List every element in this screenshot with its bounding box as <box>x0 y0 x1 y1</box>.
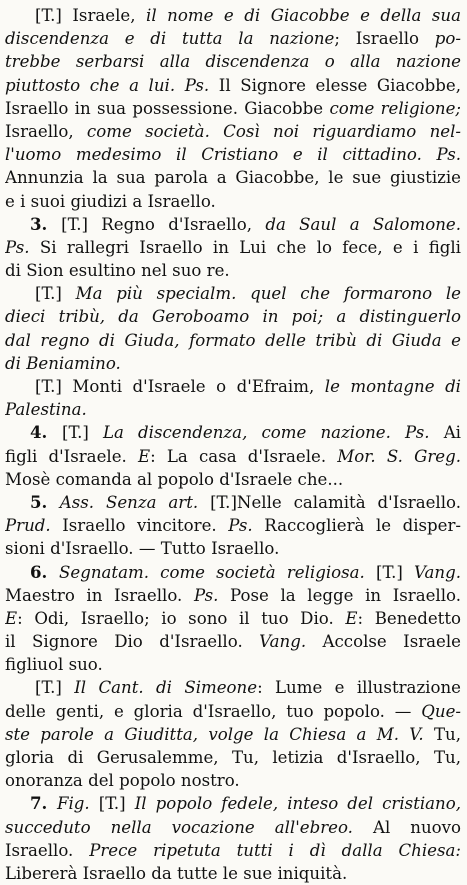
text-segment: e i suoi giudizi a Israello. <box>5 191 216 211</box>
text-segment: [T.] <box>35 284 76 304</box>
text-line <box>5 74 461 97</box>
text-segment: discendenza e di tutta la nazione <box>5 29 335 49</box>
text-segment: di Beniamino. <box>5 353 121 373</box>
text-segment: Pose la legge in Israello. <box>218 585 461 605</box>
text-segment: [T.] <box>364 562 415 582</box>
text-segment: Vang. <box>414 562 461 582</box>
text-segment: 5. <box>30 491 60 512</box>
text-segment: Si rallegri Israello in Lui che lo fece, e i figli <box>29 237 461 257</box>
text-segment: ; Israello <box>334 29 435 49</box>
text-segment: [T.] <box>89 794 135 814</box>
text-segment: E <box>345 608 358 628</box>
text-segment: Segnatam. come società religiosa. <box>59 562 365 582</box>
text-segment: [T.] <box>35 678 75 698</box>
text-segment: Prece ripetuta tutti i dì dalla Chiesa: <box>89 840 461 860</box>
text-segment: Maestro in Israello. <box>5 585 194 605</box>
text-segment: dal regno di Giuda, formato delle tribù di Giuda e <box>5 330 461 350</box>
text-line <box>5 27 461 50</box>
text-line <box>5 50 461 73</box>
text-segment: l'uomo medesimo il Cristiano e il cittadino. Ps. <box>5 145 461 165</box>
text-segment: Il Signore elesse Giacobbe, <box>209 75 461 95</box>
text-segment: delle genti, e gloria d'Israello, tuo popolo. — <box>5 701 422 721</box>
text-segment: Israello vincitore. <box>50 516 229 536</box>
text-segment: il nome e di Giacobbe e della sua <box>146 6 461 25</box>
text-segment: ste parole a Giuditta, volge la Chiesa a M. V. <box>5 724 424 744</box>
text-line <box>5 839 461 862</box>
text-segment: il Signore Dio d'Israello. <box>5 632 260 652</box>
text-line <box>5 213 461 236</box>
text-segment: figliuol suo. <box>5 655 103 675</box>
text-line <box>5 630 461 653</box>
text-segment: figli d'Israele. <box>5 446 138 466</box>
text-segment: 3. <box>30 213 62 234</box>
text-line <box>5 746 461 769</box>
text-segment: [T.]Nelle calamità d'Israello. <box>198 492 461 512</box>
text-segment: Israello, <box>5 121 87 141</box>
text-segment: : Lume e illustrazione <box>257 678 461 698</box>
text-line <box>5 259 461 282</box>
text-line <box>5 607 461 630</box>
text-segment: Al nuovo <box>352 817 461 837</box>
text-segment: E <box>138 446 151 466</box>
text-line <box>5 676 461 699</box>
text-segment: piuttosto che a lui. Ps. <box>5 75 210 95</box>
text-line <box>5 491 461 514</box>
text-segment: [T.] Monti d'Israele o d'Efraim, <box>35 377 325 396</box>
text-segment: 7. <box>30 793 57 814</box>
text-segment: sioni d'Israello. — Tutto Israello. <box>5 539 280 559</box>
text-segment: [T.] Regno d'Israello, <box>61 214 266 234</box>
text-segment: La discendenza, come nazione. Ps. <box>103 423 430 443</box>
text-line <box>5 398 461 421</box>
text-line <box>5 143 461 166</box>
text-segment: Ass. Senza art. <box>59 492 199 512</box>
text-segment: Ps. <box>193 585 219 605</box>
text-segment: 4. <box>30 422 62 443</box>
text-line <box>5 700 461 723</box>
text-segment: po- <box>434 29 461 49</box>
text-segment: da Saul a Salomone. <box>265 214 461 234</box>
text-segment: Libererà Israello da tutte le sue iniquità. <box>5 863 348 883</box>
text-line <box>5 421 461 444</box>
text-line <box>5 375 461 398</box>
text-line <box>5 862 461 885</box>
text-segment: le montagne di <box>324 377 461 396</box>
text-line <box>5 352 461 375</box>
text-segment: Accolse Israele <box>306 632 461 652</box>
text-segment: Annunzia la sua parola a Giacobbe, le sue giustizie <box>5 168 461 188</box>
text-line <box>5 305 461 328</box>
text-segment: 6. <box>30 561 60 582</box>
text-line <box>5 584 461 607</box>
text-line <box>5 653 461 676</box>
text-line <box>5 282 461 305</box>
text-segment: trebbe serbarsi alla discendenza o alla nazione <box>5 52 461 72</box>
text-segment: : Odi, Israello; io sono il tuo Dio. <box>17 608 346 628</box>
text-segment: Fig. <box>56 794 90 814</box>
text-segment: di Sion esultino nel suo re. <box>5 261 230 281</box>
text-segment: come società. Così noi riguardiamo nel- <box>86 121 461 141</box>
text-segment: [T.] Israele, <box>35 6 147 25</box>
text-segment: Ps. <box>5 237 30 257</box>
text-segment: Ai <box>429 423 461 443</box>
text-segment: Que- <box>421 701 461 721</box>
text-line <box>5 537 461 560</box>
text-segment: : La casa d'Israele. <box>150 446 338 466</box>
text-line <box>5 120 461 143</box>
text-segment: Il Cant. di Simeone <box>74 678 258 698</box>
text-line <box>5 166 461 189</box>
text-line <box>5 769 461 792</box>
text-segment: Israello in sua possessione. Giacobbe <box>5 98 330 118</box>
text-segment: Raccoglierà le disper- <box>252 516 461 536</box>
text-segment: Ma più specialm. quel che formarono le <box>75 284 461 304</box>
text-line <box>5 514 461 537</box>
text-segment: Tu, <box>423 724 461 744</box>
text-line <box>5 445 461 468</box>
text-segment: gloria di Gerusalemme, Tu, letizia d'Israello, Tu, <box>5 748 461 767</box>
text-segment: Mor. S. Greg. <box>337 446 461 466</box>
text-segment: Israello. <box>5 840 90 860</box>
text-segment: Ps. <box>228 516 253 536</box>
text-line <box>5 4 461 27</box>
text-line <box>5 723 461 746</box>
text-line <box>5 236 461 259</box>
text-segment: dieci tribù, da Geroboamo in poi; a distinguerlo <box>5 307 461 327</box>
text-line <box>5 561 461 584</box>
text-segment: succeduto nella vocazione all'ebreo. <box>5 817 353 837</box>
text-segment: Il popolo fedele, inteso del cristiano, <box>134 794 461 814</box>
text-segment: : Benedetto <box>357 608 461 628</box>
text-segment: E <box>5 608 18 628</box>
text-line <box>5 816 461 839</box>
text-segment: [T.] <box>61 423 103 443</box>
text-line <box>5 329 461 352</box>
text-segment: Prud. <box>5 516 51 536</box>
text-segment: Mosè comanda al popolo d'Israele che... <box>5 469 344 489</box>
text-segment: onoranza del popolo nostro. <box>5 771 240 791</box>
text-segment: come religione; <box>329 98 461 118</box>
text-segment: Palestina. <box>5 400 87 420</box>
text-line <box>5 97 461 120</box>
text-line <box>5 468 461 491</box>
text-line <box>5 792 461 815</box>
text-segment: Vang. <box>259 632 307 652</box>
text-line <box>5 190 461 213</box>
